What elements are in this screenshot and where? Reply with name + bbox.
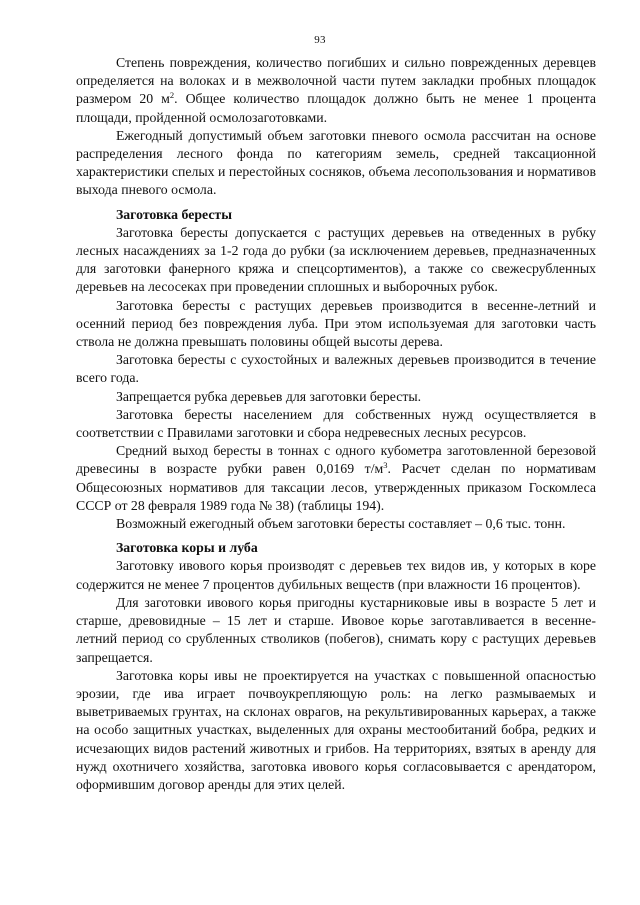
paragraph-birch-bark-season: Заготовка бересты с растущих деревьев производится в весенне-летний и осенний период без повреждения луба. При этом используемая для заготовки часть ствола не должна превышать половины общей высоты дерева.	[76, 297, 596, 350]
paragraph-willow-bark-age: Для заготовки ивового корья пригодны кустарниковые ивы в возрасте 5 лет и старше, древовидные – 15 лет и старше. Ивовое корье заготавливается в весенне-летний период со срубленных стволиков (побегов), снимать кору с растущих деревьев запрещается.	[76, 594, 596, 665]
paragraph-damage-assessment: Степень повреждения, количество погибших и сильно поврежденных деревцев определяется на волоках и в межволочной части путем закладки пробных площадок размером 20 $м^2$. Общее количество площадок должно быть не менее 1 процента площади, пройденной осмолозаготовками.	[76, 55, 596, 125]
paragraph-birch-bark-yield: Средний выход бересты в тоннах с одного кубометра заготовленной березовой древесины в возрасте рубки равен 0,0169 $т/м^3$. Расчет сделан по нормативам Общесоюзных нормативов для таксации лесов, утвержденных приказом Госкомлеса СССР от 28 февраля 1989 года № 38) (таблицы 194).	[76, 443, 596, 513]
paragraph-birch-bark-allowed: Заготовка бересты допускается с растущих деревьев на отведенных в рубку лесных насаждениях за 1-2 года до рубки (за исключением деревьев, предназначенных для заготовки фанерного кряжа и спецсортиментов), а также со свежесрубленных деревьев на лесосеках при проведении сплошных и выборочных рубок.	[76, 224, 596, 295]
paragraph-birch-bark-population: Заготовка бересты населением для собственных нужд осуществляется в соответствии с Правилами заготовки и сбора недревесных лесных ресурсов.	[76, 406, 596, 441]
paragraph-willow-bark-restrictions: Заготовка коры ивы не проектируется на участках с повышенной опасностью эрозии, где ива играет почвоукрепляющую роль: на легко размываемых и выветриваемых грунтах, на склонах оврагов, на рекультивированных карьерах, а также на особо защитных участках, выделенных для охраны местообитаний бобра, редких и исчезающих видов растений животных и грибов. На территориях, взятых в аренду для нужд охотничего хозяйства, заготовка ивового корья согласовывается с арендатором, оформившим договор аренды для этих целей.	[76, 667, 596, 792]
document-body	[76, 54, 596, 794]
paragraph-birch-bark-prohibition: Запрещается рубка деревьев для заготовки бересты.	[116, 388, 422, 404]
heading-birch-bark: Заготовка бересты	[116, 206, 232, 222]
paragraph-willow-bark-species: Заготовку ивового корья производят с деревьев тех видов ив, у которых в коре содержится не менее 7 процентов дубильных веществ (при влажности 16 процентов).	[76, 558, 596, 592]
paragraph-birch-bark-deadwood: Заготовка бересты с сухостойных и валежных деревьев производится в течение всего года.	[76, 352, 596, 386]
paragraph-birch-bark-annual-volume: Возможный ежегодный объем заготовки бересты составляет – 0,6 тыс. тонн.	[116, 516, 566, 532]
paragraph-resin-volume: Ежегодный допустимый объем заготовки пневого осмола рассчитан на основе распределения лесного фонда по категориям земель, средней таксационной характеристики спелых и перестойных сосняков, объема лесопользования и нормативов выхода пневого осмола.	[76, 127, 596, 198]
page-number: 93	[314, 34, 326, 46]
heading-bark-and-bast: Заготовка коры и луба	[116, 540, 258, 556]
